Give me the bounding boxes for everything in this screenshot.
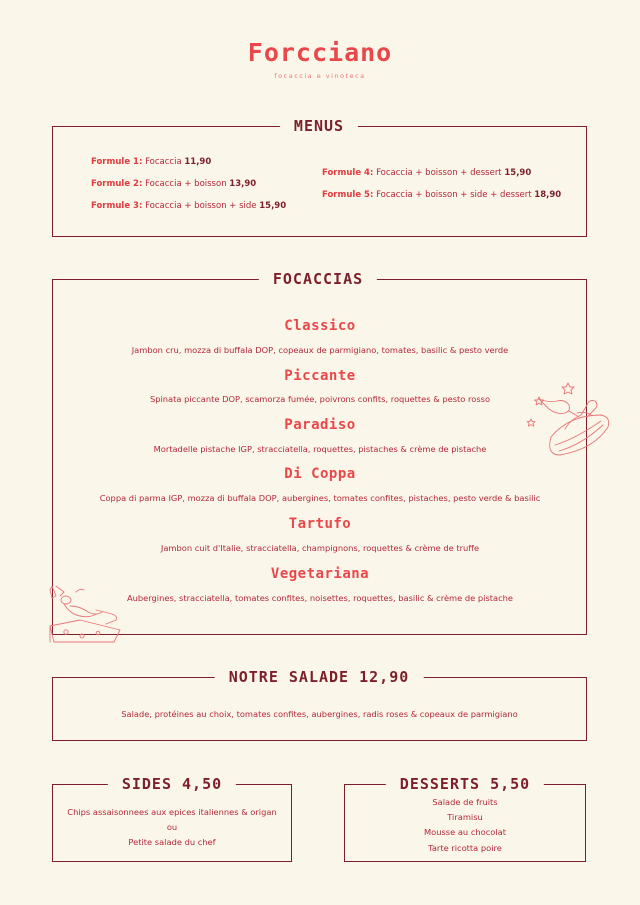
formula-price: 13,90 <box>229 179 257 189</box>
sides-title: SIDES 4,50 <box>108 775 236 793</box>
formula-5 <box>322 190 561 200</box>
brand-logo-text: Forcciano <box>247 38 393 67</box>
dish-description-paradiso: Mortadelle pistache IGP, stracciatella, roquettes, pistaches & crème de pistache <box>153 444 487 454</box>
formula-2 <box>91 179 256 189</box>
formula-text: Focaccia + boisson + side + dessert <box>376 190 532 200</box>
dish-name-piccante: Piccante <box>284 368 356 384</box>
figure-on-sandwich-illustration <box>525 375 615 465</box>
dessert-item: Tarte ricotta poire <box>428 843 502 853</box>
sides-line: ou <box>166 822 178 832</box>
dish-description-di-coppa: Coppa di parma IGP, mozza di buffala DOP, aubergines, tomates confites, pistaches, pesto verde & basilic <box>99 493 541 503</box>
menus-title: MENUS <box>280 117 358 135</box>
formula-4 <box>322 168 531 178</box>
dish-name-di-coppa: Di Coppa <box>284 466 356 482</box>
dish-name-paradiso: Paradiso <box>284 417 356 433</box>
formula-text: Focaccia <box>145 157 182 167</box>
formula-text: Focaccia + boisson + side <box>145 201 257 211</box>
dessert-item: Tiramisu <box>447 812 483 822</box>
formula-label: Formule 4: <box>322 168 374 178</box>
formula-label: Formule 5: <box>322 190 374 200</box>
dish-name-vegetariana: Vegetariana <box>270 566 370 582</box>
salade-description: Salade, protéines au choix, tomates confites, aubergines, radis roses & copeaux de parmigiano <box>121 709 518 719</box>
formula-price: 11,90 <box>184 157 212 167</box>
dish-description-classico: Jambon cru, mozza di buffala DOP, copeaux de parmigiano, tomates, basilic & pesto verde <box>131 345 509 355</box>
formula-text: Focaccia + boisson + dessert <box>376 168 502 178</box>
formula-text: Focaccia + boisson <box>145 179 227 189</box>
dessert-item: Mousse au chocolat <box>423 827 507 837</box>
dish-description-tartufo: Jambon cuit d'Italie, stracciatella, champignons, roquettes & crème de truffe <box>160 543 480 553</box>
formula-price: 15,90 <box>504 168 532 178</box>
reclining-figure-illustration <box>46 582 124 647</box>
formula-label: Formule 1: <box>91 157 143 167</box>
salade-title: NOTRE SALADE 12,90 <box>215 668 424 686</box>
brand-tagline: focaccia e vinoteca <box>274 72 366 80</box>
formula-label: Formule 2: <box>91 179 143 189</box>
formula-label: Formule 3: <box>91 201 143 211</box>
formula-1 <box>91 157 211 167</box>
sides-line: Petite salade du chef <box>128 837 216 847</box>
dish-name-tartufo: Tartufo <box>288 516 352 532</box>
sides-line: Chips assaisonnees aux epices italiennes & origan <box>67 807 277 817</box>
dish-description-piccante: Spinata piccante DOP, scamorza fumée, poivrons confits, roquettes & pesto rosso <box>149 394 491 404</box>
formula-price: 15,90 <box>259 201 287 211</box>
formula-3 <box>91 201 286 211</box>
focaccias-title: FOCACCIAS <box>259 270 377 288</box>
desserts-title: DESSERTS 5,50 <box>386 775 544 793</box>
dessert-item: Salade de fruits <box>432 797 498 807</box>
formula-price: 18,90 <box>534 190 562 200</box>
dish-description-vegetariana: Aubergines, stracciatella, tomates confites, noisettes, roquettes, basilic & crème de pistache <box>126 593 514 603</box>
dish-name-classico: Classico <box>284 318 356 334</box>
